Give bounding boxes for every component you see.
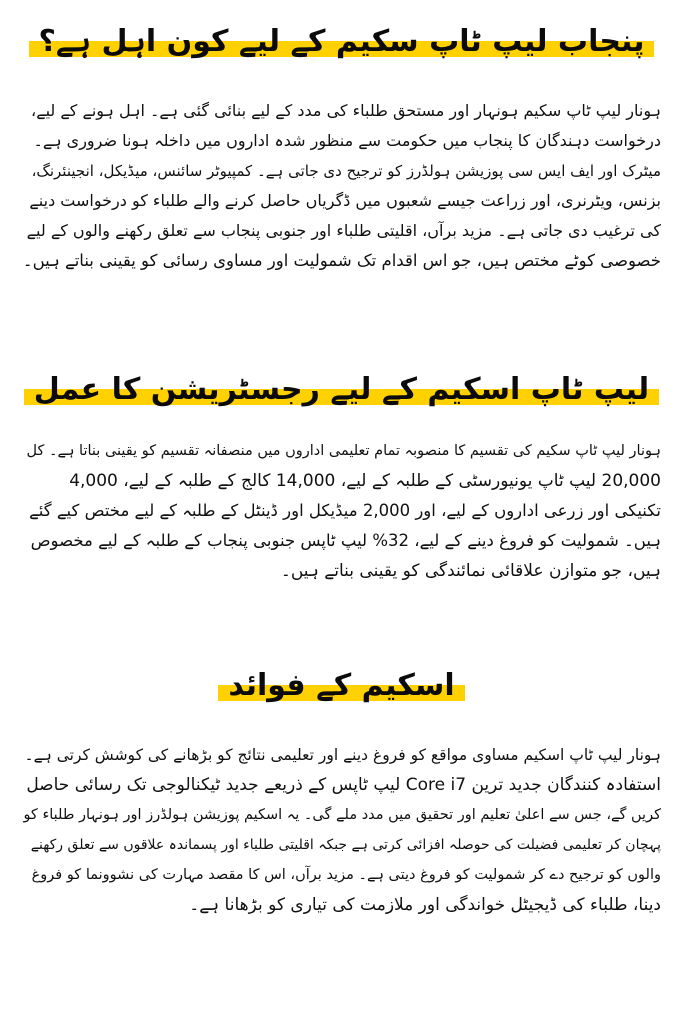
registration-heading: لیپ ٹاپ اسکیم کے لیے رجسٹریشن کا عمل bbox=[24, 370, 659, 410]
benefits-paragraph bbox=[22, 740, 661, 920]
paragraph-line: ہونار لیپ ٹاپ اسکیم مساوی مواقع کو فروغ دینے اور تعلیمی نتائج کو بڑھانے کی کوشش کرتی ہے۔ bbox=[24, 746, 661, 764]
paragraph-line: ہیں، جو متوازن علاقائی نمائندگی کو یقینی بناتے ہیں۔ bbox=[280, 561, 661, 581]
eligibility-paragraph bbox=[22, 96, 661, 276]
benefits-heading: اسکیم کے فوائد bbox=[218, 666, 464, 706]
paragraph-line: 20,000 لیپ ٹاپ یونیورسٹی کے طلبہ کے لیے، 14,000 کالج کے طلبہ کے لیے، 4,000 bbox=[69, 471, 661, 491]
benefits-heading-wrap bbox=[22, 666, 661, 706]
paragraph-line: کی ترغیب دی جاتی ہے۔ مزید برآں، اقلیتی طلباء اور جنوبی پنجاب سے تعلق رکھنے والوں کے لیے bbox=[26, 221, 661, 240]
paragraph-line: تکنیکی اور زرعی اداروں کے لیے، اور 2,000 میڈیکل اور ڈینٹل کے طلبہ کے لیے مختص کیے گئے bbox=[29, 501, 661, 520]
paragraph-line: کریں گے، جس سے اعلیٰ تعلیم اور تحقیق میں مدد ملے گی۔ یہ اسکیم پوزیشن ہولڈرز اور ہونہار طلباء کو bbox=[23, 807, 661, 823]
paragraph-line: والوں کو ترجیح دے کر شمولیت کو فروغ دیتی ہے۔ مزید برآں، اس کا مقصد مہارت کی نشوونما کو فروغ bbox=[31, 867, 661, 883]
paragraph-line: ہونار لیپ ٹاپ سکیم کی تقسیم کا منصوبہ تمام تعلیمی اداروں میں منصفانہ تقسیم کو یقینی بناتا ہے۔ کل bbox=[26, 443, 661, 459]
eligibility-heading: پنجاب لیپ ٹاپ سکیم کے لیے کون اہل ہے؟ bbox=[29, 22, 655, 62]
paragraph-line: ہونار لیپ ٹاپ سکیم ہونہار اور مستحق طلباء کی مدد کے لیے بنائی گئی ہے۔ اہل ہونے کے لیے، bbox=[31, 101, 661, 120]
registration-paragraph bbox=[22, 436, 661, 586]
paragraph-line: بزنس، ویٹرنری، اور زراعت جیسے شعبوں میں ڈگریاں حاصل کرنے والے طلباء کو درخواست دینے bbox=[29, 191, 661, 210]
paragraph-line: ہیں۔ شمولیت کو فروغ دینے کے لیے، 32% لیپ ٹاپس جنوبی پنجاب کے طلبہ کے لیے مخصوص bbox=[30, 531, 661, 550]
paragraph-line: پہچان کر تعلیمی فضیلت کی حوصلہ افزائی کرتی ہے جبکہ اقلیتی طلباء اور پسماندہ علاقوں سے تعلق رکھنے bbox=[30, 837, 661, 853]
paragraph-line: درخواست دہندگان کا پنجاب میں حکومت سے منظور شدہ اداروں میں داخلہ ہونا ضروری ہے۔ bbox=[33, 131, 661, 150]
paragraph-line: خصوصی کوٹے مختص ہیں، جو اس اقدام تک شمولیت اور مساوی رسائی کو یقینی بناتے ہیں۔ bbox=[22, 251, 661, 270]
paragraph-line: میٹرک اور ایف ایس سی پوزیشن ہولڈرز کو ترجیح دی جاتی ہے۔ کمپیوٹر سائنس، میڈیکل، انجینئرنگ، bbox=[31, 162, 661, 180]
eligibility-heading-wrap bbox=[22, 22, 661, 62]
paragraph-line: استفادہ کنندگان جدید ترین Core i7 لیپ ٹاپس کے ذریعے جدید ٹیکنالوجی تک رسائی حاصل bbox=[26, 775, 661, 795]
benefits-section bbox=[22, 666, 661, 920]
eligibility-section bbox=[22, 22, 661, 276]
paragraph-line: دینا، طلباء کی ڈیجیٹل خواندگی اور ملازمت کی تیاری کو بڑھانا ہے۔ bbox=[189, 895, 661, 915]
registration-heading-wrap bbox=[22, 370, 661, 410]
registration-section bbox=[22, 370, 661, 586]
